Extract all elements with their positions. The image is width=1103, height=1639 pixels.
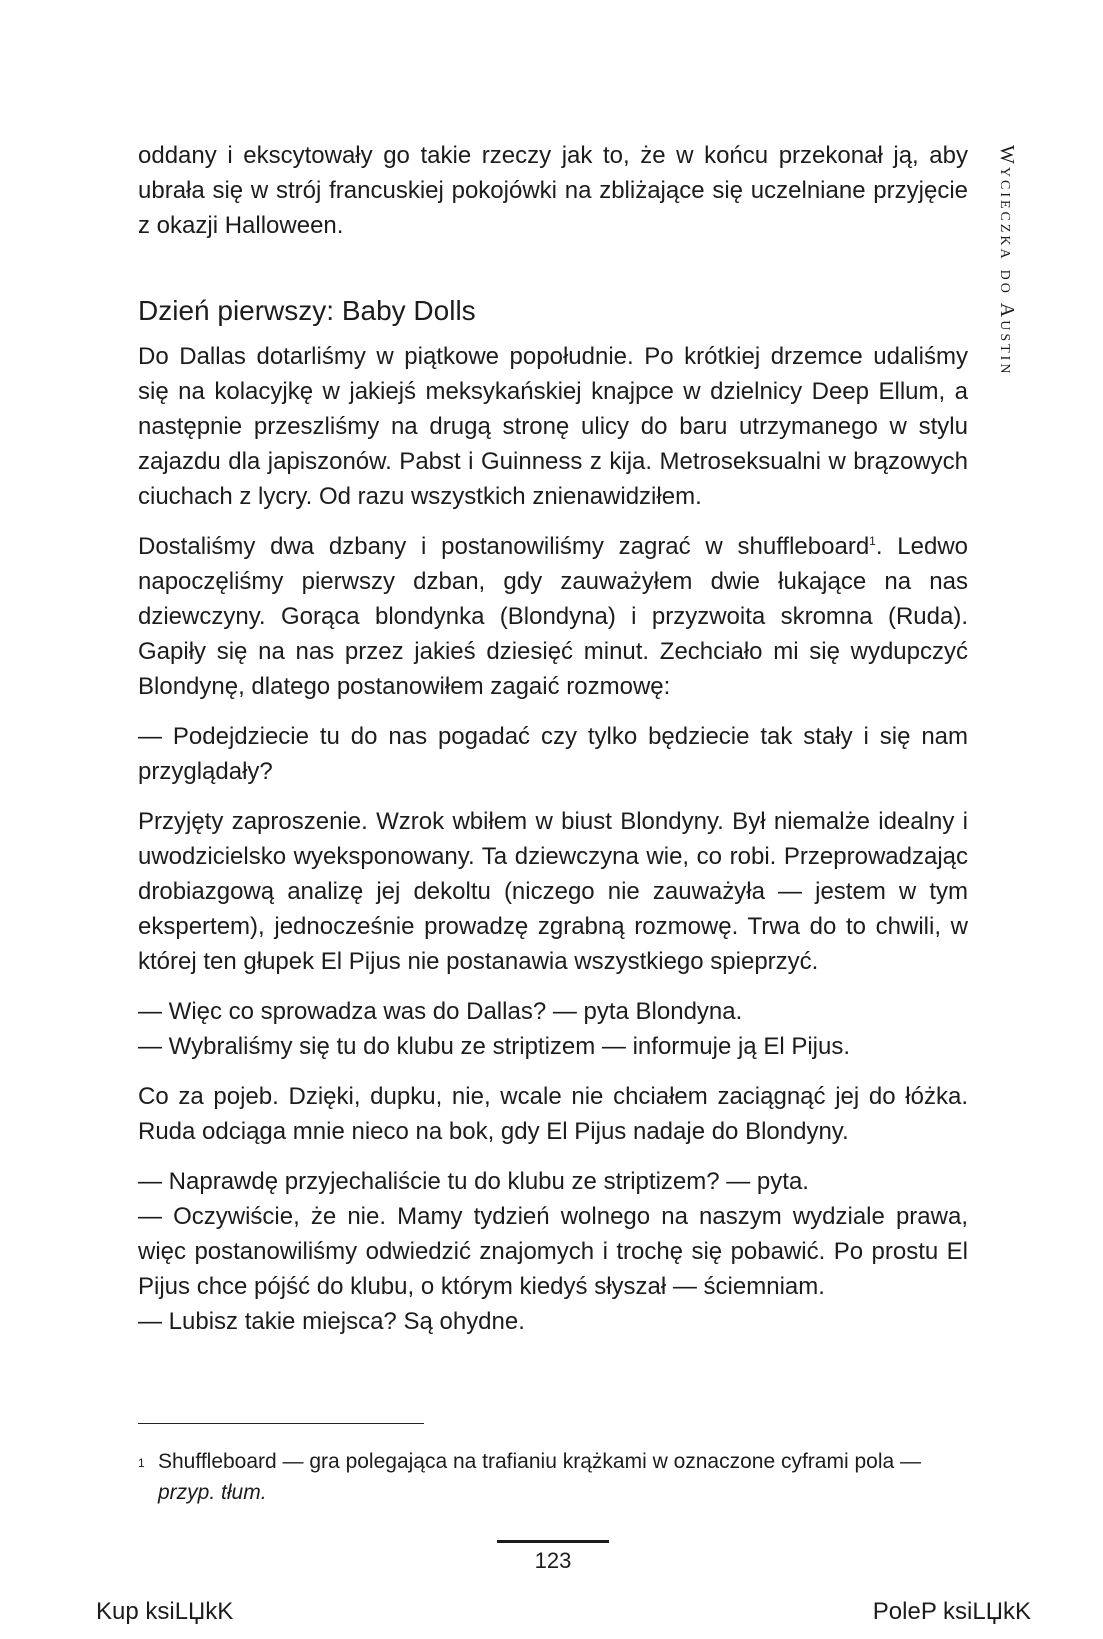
footnote-translator-note: przyp. tłum. (158, 1481, 267, 1504)
dialogue-line-2: — Więc co sprowadza was do Dallas? — pyta Blondyna. (138, 998, 743, 1025)
intro-paragraph: oddany i ekscytowały go takie rzeczy jak to, że w końcu przekonał ją, aby ubrała się w strój francuskiej pokojówki na zbliżające się uczelniane przyjęcie z okazji Halloween. (138, 142, 968, 239)
footnote-divider (138, 1423, 424, 1424)
paragraph-1: Do Dallas dotarliśmy w piątkowe popołudnie. Po krótkiej drzemce udaliśmy się na kolacyjkę w jakiejś meksykańskiej knajpce w dzielnicy Deep Ellum, a następnie przeszliśmy na drugą stronę ulicy do baru utrzymanego w stylu zajazdu dla japiszonów. Pabst i Guinness z kija. Metroseksualni w brązowych ciuchach z lycry. Od razu wszystkich znienawidziłem. (138, 343, 968, 510)
main-text (138, 138, 968, 1339)
footnote-number: 1 (138, 1456, 145, 1470)
buy-book-link[interactable]: Kup ksiLЏkK (96, 1598, 234, 1625)
dialogue-line-4: — Naprawdę przyjechaliście tu do klubu ze striptizem? — pyta. (138, 1168, 809, 1195)
running-chapter-title: Wycieczka do Austin (996, 145, 1018, 377)
footnote-reference: 1 (869, 534, 876, 548)
footnote (138, 1446, 968, 1508)
section-heading: Dzień pierwszy: Baby Dolls (138, 295, 476, 326)
paragraph-2-text-b: . Ledwo napoczęliśmy pierwszy dzban, gdy zauważyłem dwie łukające na nas dziewczyny. Gorąca blondynka (Blondyna) i przyzwoita skromna (Ruda). Gapiły się na nas przez jakieś dziesięć minut. Zechciało mi się wydupczyć Blondynę, dlatego postanowiłem zagaić rozmowę: (138, 533, 969, 700)
dialogue-line-5: — Oczywiście, że nie. Mamy tydzień wolnego na naszym wydziale prawa, więc postanowiliśmy odwiedzić znajomych i trochę się pobawić. Po prostu El Pijus chce pójść do klubu, o którym kiedyś słyszał — ściemniam. (138, 1203, 968, 1300)
page-number-rule (497, 1540, 609, 1543)
recommend-book-link[interactable]: PoleP ksiLЏkK (872, 1598, 1031, 1625)
paragraph-2 (138, 529, 968, 704)
paragraph-2-text-a: Dostaliśmy dwa dzbany i postanowiliśmy zagrać w shuffleboard (138, 533, 870, 560)
dialogue-line-3: — Wybraliśmy się tu do klubu ze striptizem — informuje ją El Pijus. (138, 1033, 851, 1060)
page-number: 123 (534, 1548, 572, 1573)
footnote-text: Shuffleboard — gra polegająca na trafianiu krążkami w oznaczone cyframi pola — (158, 1450, 922, 1473)
paragraph-3: Przyjęty zaproszenie. Wzrok wbiłem w biust Blondyny. Był niemalże idealny i uwodzicielsko wyeksponowany. Ta dziewczyna wie, co robi. Przeprowadzając drobiazgową analizę jej dekoltu (niczego nie zauważyła — jestem w tym ekspertem), jednocześnie prowadzę zgrabną rozmowę. Trwa do to chwili, w której ten głupek El Pijus nie postanawia wszystkiego spieprzyć. (138, 808, 968, 975)
paragraph-4: Co za pojeb. Dzięki, dupku, nie, wcale nie chciałem zaciągnąć jej do łóżka. Ruda odciąga mnie nieco na bok, gdy El Pijus nadaje do Blondyny. (138, 1083, 968, 1145)
dialogue-line-1: — Podejdziecie tu do nas pogadać czy tylko będziecie tak stały i się nam przyglądały? (138, 723, 968, 785)
dialogue-line-6: — Lubisz takie miejsca? Są ohydne. (138, 1308, 525, 1335)
